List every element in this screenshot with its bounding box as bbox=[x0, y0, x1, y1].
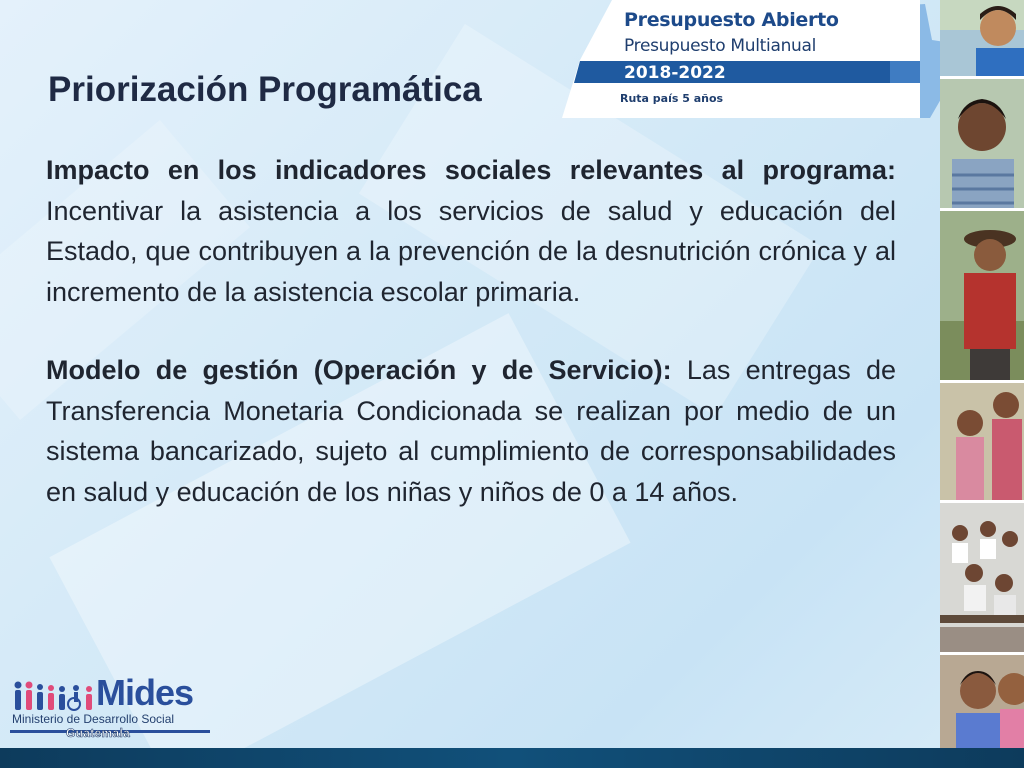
paragraph-text: Las entregas de Transferencia Monetaria Condicionada se realizan por medio de un sistema bancarizado, sujeto al cumplimiento de corresponsabilidades en salud y educación de los niñas y niños de 0 a 14 años. bbox=[46, 355, 896, 507]
banner-subtitle: Presupuesto Multianual bbox=[624, 36, 817, 56]
paragraph-model bbox=[46, 350, 896, 512]
logo-brand: Mides bbox=[96, 672, 194, 713]
slide-title: Priorización Programática bbox=[48, 70, 482, 109]
family-figures-icon bbox=[12, 680, 96, 712]
paragraph-lead: Impacto en los indicadores sociales relevantes al programa: bbox=[46, 155, 896, 185]
logo-ministry: Ministerio de Desarrollo Social bbox=[12, 712, 175, 726]
banner-years: 2018-2022 bbox=[624, 63, 726, 83]
photo-strip bbox=[940, 0, 1024, 748]
slide-body bbox=[46, 150, 896, 512]
paragraph-text: Incentivar la asistencia a los servicios de salud y educación del Estado, que contribuyen a la prevención de la desnutrición crónica y al incremento de la asistencia escolar primaria. bbox=[46, 195, 896, 307]
logo-country: Guatemala bbox=[66, 726, 131, 740]
photo-child-2 bbox=[940, 76, 1024, 208]
photo-elder-man bbox=[940, 208, 1024, 380]
banner-title: Presupuesto Abierto bbox=[624, 9, 839, 31]
photo-child-1 bbox=[940, 0, 1024, 76]
footer-bar bbox=[0, 748, 1024, 768]
paragraph-impact bbox=[46, 150, 896, 312]
header-banner bbox=[560, 0, 970, 118]
photo-girls bbox=[940, 652, 1024, 748]
banner-route: Ruta país 5 años bbox=[620, 92, 724, 105]
mides-logo bbox=[10, 672, 210, 742]
photo-children-group bbox=[940, 380, 1024, 500]
photo-classroom bbox=[940, 500, 1024, 652]
paragraph-lead: Modelo de gestión (Operación y de Servicio): bbox=[46, 355, 672, 385]
